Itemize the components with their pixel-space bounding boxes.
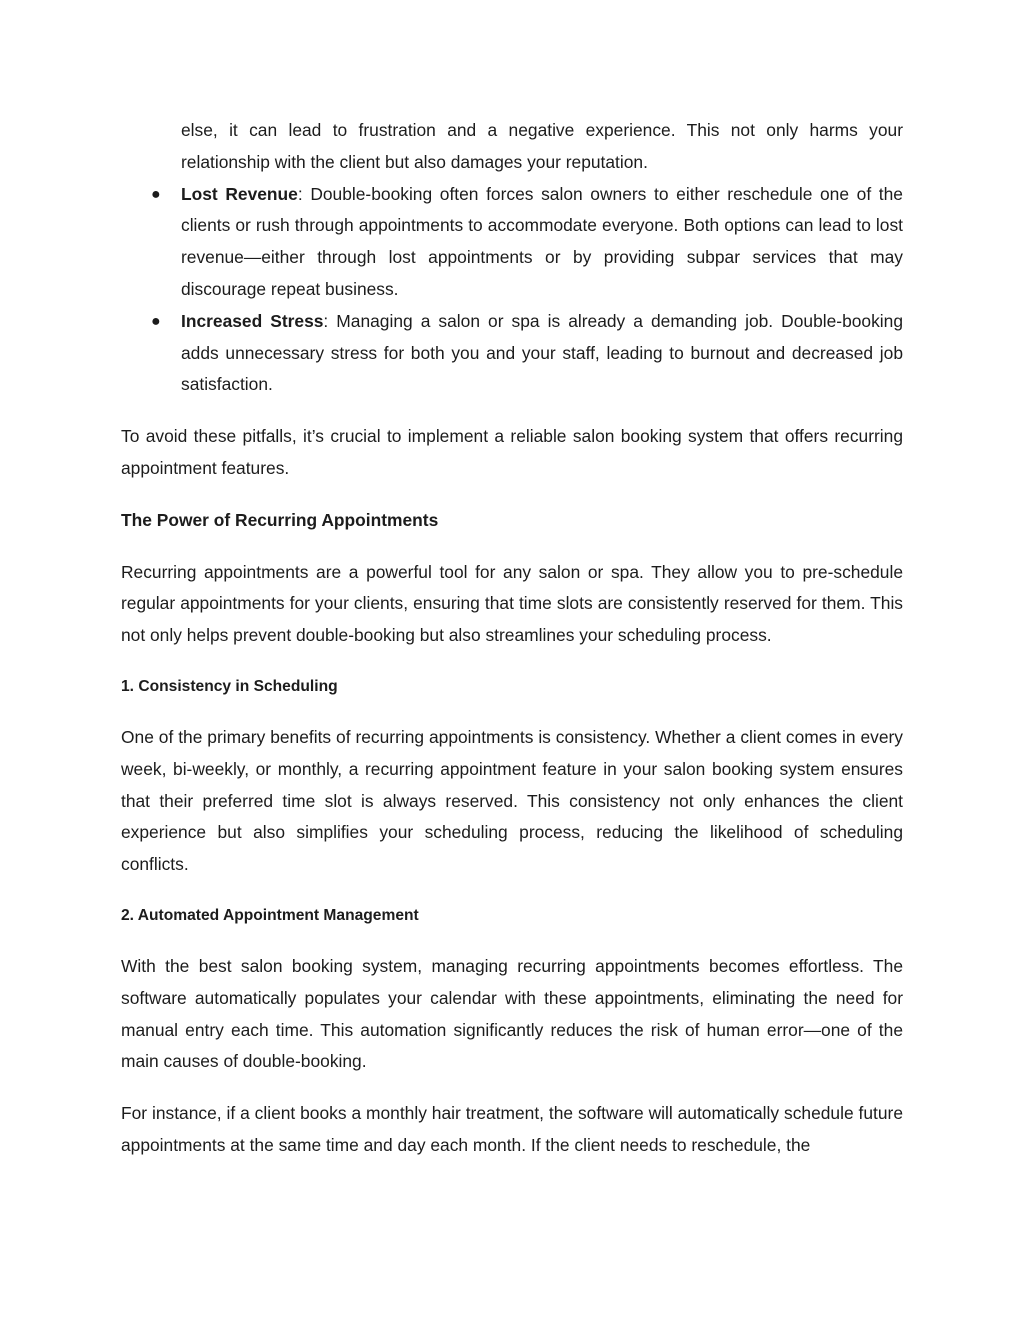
bullet-term: Increased Stress — [181, 310, 324, 331]
bullet-separator: : — [297, 183, 303, 204]
section-paragraph: Recurring appointments are a powerful tool for any salon or spa. They allow you to pre-schedule regular appointments for your clients, ensuring that time slots are consistently reserved for them. This not only helps prevent double-booking but also streamlines your scheduling process. — [121, 561, 903, 646]
continued-paragraph: else, it can lead to frustration and a negative experience. This not only harms your relationship with the client but also damages your reputation. — [181, 120, 903, 172]
list-item — [121, 306, 903, 401]
automated-paragraph-1: With the best salon booking system, managing recurring appointments becomes effortless. The software automatically populates your calendar with these appointments, eliminating the need for manual entry each time. This automation significantly reduces the risk of human error—one of the main causes of double-booking. — [121, 955, 903, 1072]
subheading-automated-management: 2. Automated Appointment Management — [121, 906, 419, 924]
intro-paragraph: To avoid these pitfalls, it’s crucial to implement a reliable salon booking system that offers recurring appointment features. — [121, 426, 903, 478]
subheading-consistency: 1. Consistency in Scheduling — [121, 677, 338, 695]
bullet-text: Managing a salon or spa is already a demanding job. Double-booking adds unnecessary stress for both you and your staff, leading to burnout and decreased job satisfaction. — [181, 310, 903, 395]
consistency-paragraph: One of the primary benefits of recurring appointments is consistency. Whether a client comes in every week, bi-weekly, or monthly, a recurring appointment feature in your salon booking system ensures that their preferred time slot is always reserved. This consistency not only enhances the client experience but also simplifies your scheduling process, reducing the likelihood of scheduling conflicts. — [121, 726, 903, 875]
document-page — [121, 115, 903, 1162]
automated-paragraph-2: For instance, if a client books a monthly hair treatment, the software will automatically schedule future appointments at the same time and day each month. If the client needs to reschedule, the — [121, 1103, 903, 1155]
bullet-icon: ● — [151, 185, 161, 203]
bullet-text: Double-booking often forces salon owners to either reschedule one of the clients or rush through appointments to accommodate everyone. Both options can lead to lost revenue—either through lost appointments or by providing subpar services that may discourage repeat business. — [181, 183, 903, 299]
bullet-icon: ● — [151, 312, 161, 330]
bullet-term: Lost Revenue — [181, 183, 298, 204]
section-heading: The Power of Recurring Appointments — [121, 509, 439, 530]
bullet-separator: : — [323, 310, 329, 331]
list-item — [121, 179, 903, 306]
bullet-list — [121, 179, 903, 402]
